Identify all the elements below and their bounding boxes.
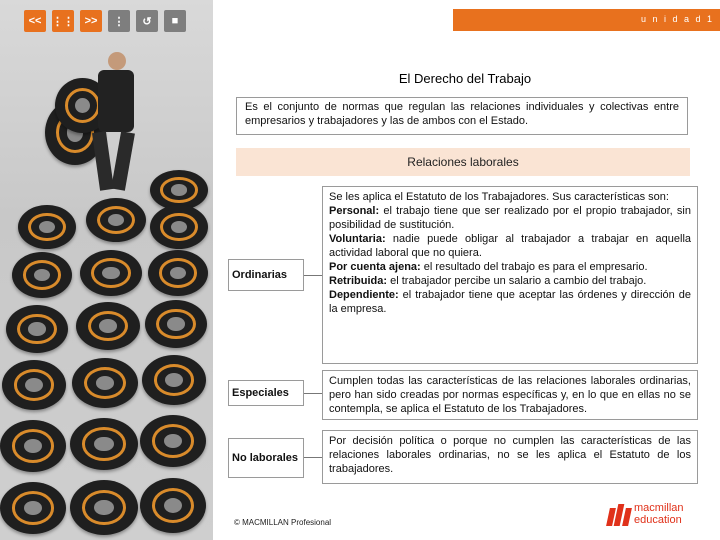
no-laborales-text: Por decisión política o porque no cumplen las características de las relaciones laborales ordinarias, no se les aplica el Estatuto de los trabajadores. [329, 435, 691, 475]
definition-box: Es el conjunto de normas que regulan las relaciones individuales y colectivas entre empresarios y trabajadores y las de ambos con el Estado. [236, 97, 688, 135]
ordinarias-description [322, 186, 698, 364]
connector-line [304, 393, 322, 394]
mechanic-figure [78, 52, 138, 192]
text-personal: el trabajo tiene que ser realizado por el propio trabajador, sin posibilidad de sustitución. [329, 205, 691, 231]
previous-button[interactable] [24, 10, 46, 32]
no-laborales-description [322, 430, 698, 484]
pit-lane-tires-photo [0, 0, 213, 540]
connector-line [304, 275, 322, 276]
unit-label: u n i d a d 1 [640, 14, 714, 24]
stop-button[interactable] [164, 10, 186, 32]
logo-line-2: education [634, 514, 682, 526]
term-voluntaria: Voluntaria: [329, 233, 386, 245]
logo-line-1: macmillan [634, 502, 684, 514]
macmillan-logo [608, 497, 704, 531]
header-blank-box [213, 9, 453, 31]
term-por-cuenta-ajena: Por cuenta ajena: [329, 261, 421, 273]
category-especiales [228, 380, 304, 406]
especiales-description [322, 370, 698, 420]
term-personal: Personal: [329, 205, 380, 217]
category-label: Especiales [232, 387, 289, 399]
term-dependiente: Dependiente: [329, 289, 399, 301]
text-retribuida: el trabajador percibe un salario a cambio del trabajo. [387, 275, 647, 287]
back-button[interactable] [136, 10, 158, 32]
macmillan-mark-icon [608, 502, 630, 526]
text-dependiente: el trabajador tiene que aceptar las órdenes y dirección de la empresa. [329, 289, 691, 315]
ordinarias-intro: Se les aplica el Estatuto de los Trabajadores. Sus características son: [329, 191, 669, 203]
section-heading: Relaciones laborales [236, 148, 690, 176]
especiales-text: Cumplen todas las características de las relaciones laborales ordinarias, pero han sido creadas por normas específicas y, en lo que en ellas no se contempla, se aplica el Estatuto de los Trabajadores. [329, 375, 691, 415]
stop-icon: ■ [171, 15, 179, 27]
next-double-chevron-icon: >> [84, 15, 98, 27]
page-title: El Derecho del Trabajo [398, 71, 532, 86]
prev-double-chevron-icon: << [28, 15, 42, 27]
term-retribuida: Retribuida: [329, 275, 388, 287]
menu-grid-icon: ⋮⋮ [52, 15, 74, 28]
category-label: Ordinarias [232, 269, 288, 281]
index-icon: ⋮ [113, 15, 125, 28]
connector-line [304, 457, 322, 458]
back-icon: ↺ [142, 15, 152, 28]
category-label: No laborales [232, 452, 299, 464]
menu-button[interactable] [52, 10, 74, 32]
category-no-laborales [228, 438, 304, 478]
text-voluntaria: nadie puede obligar al trabajador a trabajar en aquella actividad laboral que no quiera. [329, 233, 691, 259]
index-button[interactable] [108, 10, 130, 32]
text-por-cuenta-ajena: el resultado del trabajo es para el empresario. [420, 261, 648, 273]
category-ordinarias [228, 259, 304, 291]
next-button[interactable] [80, 10, 102, 32]
copyright-text: © MACMILLAN Profesional [234, 518, 332, 527]
